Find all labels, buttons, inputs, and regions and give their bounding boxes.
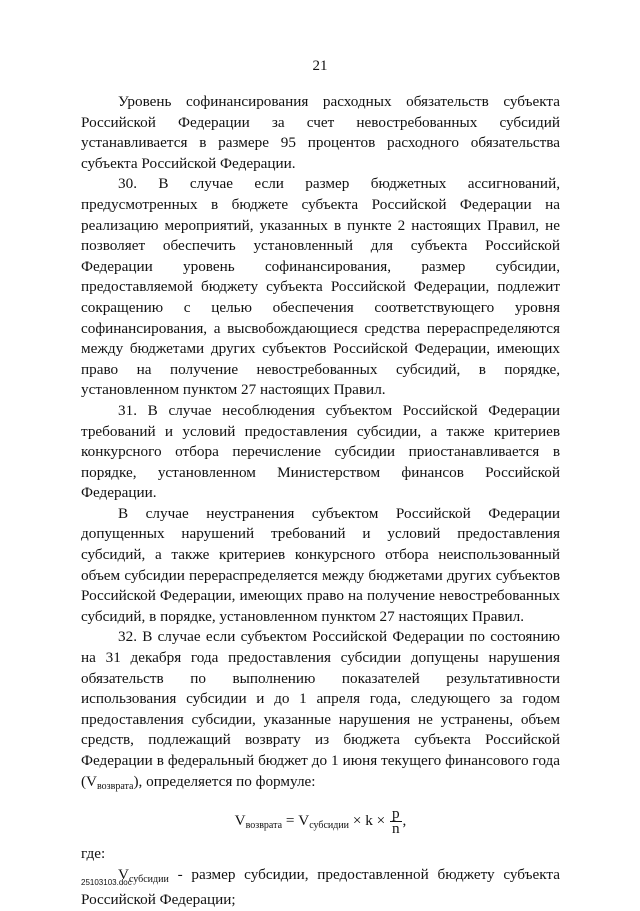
- formula-multiplier: × k ×: [349, 812, 389, 830]
- definition-v: V: [118, 865, 129, 883]
- formula-v-subsidy: V: [298, 812, 310, 830]
- return-formula: [81, 807, 560, 836]
- paragraph-31-continuation: В случае неустранения субъектом Российской Федерации допущенных нарушений требований и условий предоставления субсидий, а также критериев конкурсного отбора неиспользованный объем субсидии перераспределяется между бюджетами других субъектов Российской Федерации, имеющих право на получение невостребованных субсидий, в порядке, установленном пунктом 27 настоящих Правил.: [81, 504, 560, 625]
- formula-v-subsidy-subscript: субсидии: [309, 820, 350, 832]
- paragraph-32: [81, 627, 560, 797]
- paragraph-32-tail: ), определяется по формуле:: [133, 772, 316, 790]
- formula-v-return: V: [234, 812, 246, 830]
- paragraph-31: 31. В случае несоблюдения субъектом Российской Федерации требований и условий предоставления субсидии, а также критериев конкурсного отбора перечисление субсидии приостанавливается в порядке, установленном Министерством финансов Российской Федерации.: [81, 401, 560, 502]
- v-return-subscript: возврата: [97, 780, 134, 792]
- paragraph-30: 30. В случае если размер бюджетных ассигнований, предусмотренных в бюджете субъекта Российской Федерации на реализацию мероприятий, указанных в пункте 2 настоящих Правил, не позволяет обеспечить установленный для субъекта Российской Федерации уровень софинансирования, размер субсидии, предоставляемой бюджету субъекта Российской Федерации, подлежит сокращению с целью обеспечения соответствующего уровня софинансирования, а высвобождающиеся средства перераспределяются между бюджетами других субъектов Российской Федерации, имеющих право на получение невостребованных субсидий, в порядке, установленном пунктом 27 настоящих Правил.: [81, 175, 560, 399]
- formula-equals: =: [282, 812, 299, 830]
- page-number: 21: [312, 58, 328, 74]
- definition-v-subscript: субсидии: [128, 873, 169, 885]
- where-label: где:: [81, 845, 106, 863]
- paragraph-cofinancing-level: Уровень софинансирования расходных обязательств субъекта Российской Федерации за счет невостребованных субсидий устанавливается в размере 95 процентов расходного обязательства субъекта Российской Федерации.: [81, 93, 560, 172]
- formula-fraction: [390, 807, 402, 836]
- formula-numerator: p: [391, 805, 400, 823]
- footer-filename: 25103103.doc: [81, 878, 132, 887]
- paragraph-32-text: 32. В случае если субъектом Российской Федерации по состоянию на 31 декабря года предоставления субсидии допущены нарушения обязательств по выполнению показателей результативности использования субсидии и до 1 апреля года, следующего за годом предоставления субсидии, указанные нарушения не устранены, объем средств, подлежащий возврату из бюджета субъекта Российской Федерации в федеральный бюджет до 1 июня текущего финансового года (V: [81, 628, 560, 790]
- formula-end: ,: [402, 812, 407, 830]
- document-body: [81, 92, 560, 911]
- definition-text: - размер субсидии, предоставленной бюджету субъекта Российской Федерации;: [81, 865, 560, 909]
- formula-v-return-subscript: возврата: [245, 820, 283, 832]
- definition-v-subsidy: [81, 865, 560, 911]
- formula-denominator: n: [391, 820, 400, 838]
